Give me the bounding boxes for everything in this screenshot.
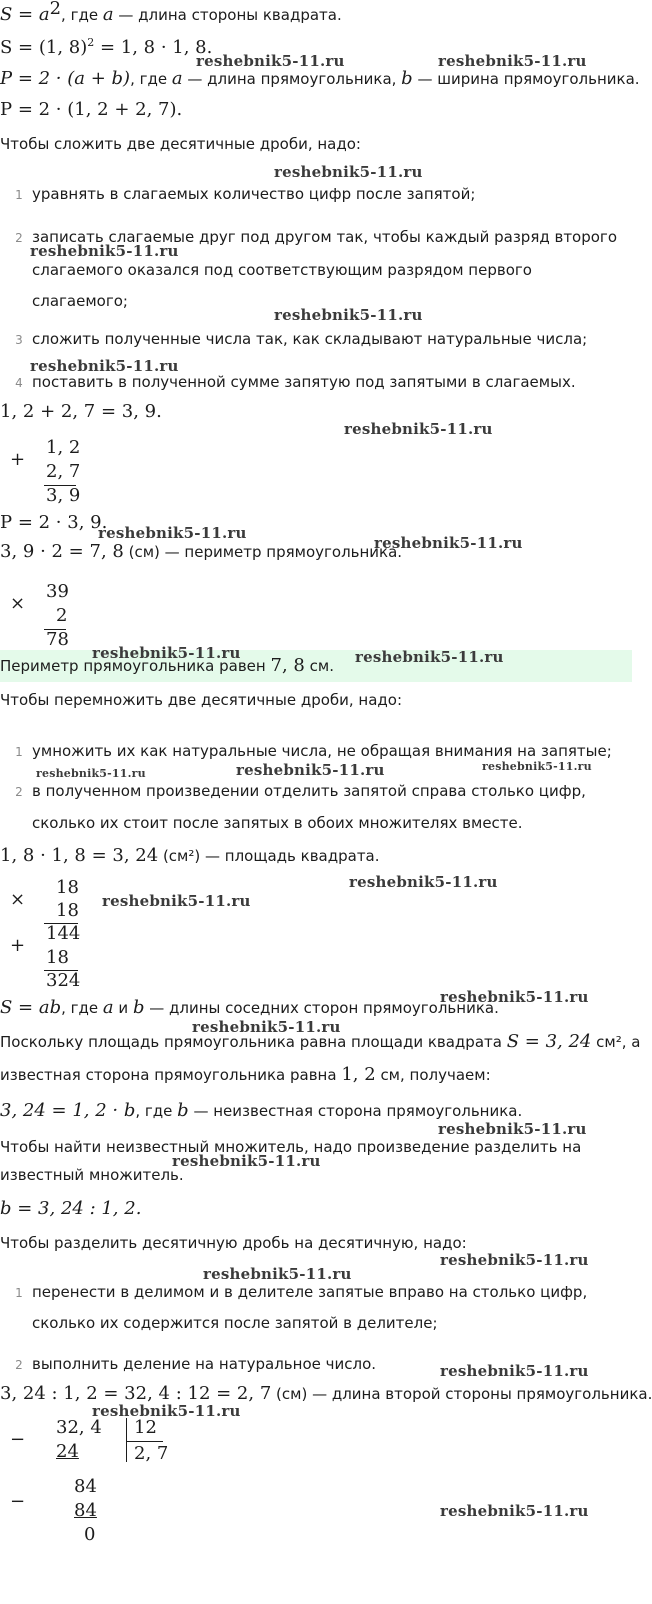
remainder: 84 — [74, 1476, 97, 1497]
math-expr: 1, 2 + 2, 7 = 3, 9. — [0, 401, 162, 422]
math-expr: 1, 2 — [341, 1064, 376, 1085]
text: известная сторона прямоугольника равна — [0, 1066, 342, 1084]
watermark: reshebnik5-11.ru — [440, 1362, 589, 1380]
watermark: reshebnik5-11.ru — [274, 306, 423, 324]
mul-rule-title: Чтобы перемножить две десятичные дроби, надо: — [0, 691, 403, 709]
area-formula: S = a — [0, 4, 50, 25]
list-item — [0, 1281, 587, 1304]
column-operand: 18 — [56, 877, 79, 898]
perimeter-substitution — [0, 98, 182, 122]
text: — ширина прямоугольника. — [412, 70, 640, 88]
list-item — [0, 183, 475, 206]
list-text: перенести в делимом и в делителе запятые вправо на столько цифр, — [32, 1283, 588, 1301]
list-text: выполнить деление на натуральное число. — [32, 1355, 377, 1373]
column-result: 324 — [46, 970, 81, 991]
column-operand: 2, 7 — [46, 461, 81, 482]
area-formula-line — [0, 0, 342, 26]
partial-product: 18 — [46, 947, 69, 968]
text: , где — [61, 999, 103, 1017]
variable: a — [171, 68, 183, 89]
perimeter-formula-line — [0, 68, 640, 90]
list-number: 3 — [15, 333, 23, 347]
variable: b — [132, 997, 145, 1018]
math-expr: 3, 24 : 1, 2 = 32, 4 : 12 = 2, 7 — [0, 1383, 272, 1404]
plus-sign: + — [10, 935, 26, 956]
variable: b — [177, 1100, 189, 1121]
area-result-line — [0, 845, 380, 867]
known-side-line — [0, 1064, 491, 1086]
division-equation — [0, 1197, 141, 1221]
text: (см) — длина второй стороны прямоугольника. — [271, 1385, 652, 1403]
watermark: reshebnik5-11.ru — [30, 357, 179, 375]
list-text: сколько их содержится после запятой в делителе; — [32, 1314, 438, 1332]
list-item — [0, 1353, 376, 1376]
list-text: поставить в полученной сумме запятую под запятыми в слагаемых. — [32, 373, 576, 391]
list-number: 2 — [15, 1358, 23, 1372]
text: Поскольку площадь прямоугольника равна площади квадрата — [0, 1033, 507, 1051]
remainder: 0 — [84, 1524, 96, 1545]
watermark: reshebnik5-11.ru — [440, 1251, 589, 1269]
math-expr: P = 2 · (1, 2 + 2, 7). — [0, 99, 183, 120]
list-text: в полученном произведении отделить запятой справа столько цифр, — [32, 782, 586, 800]
equation-line — [0, 1100, 522, 1122]
math-expr: = 1, 8 · 1, 8. — [94, 37, 213, 58]
watermark: reshebnik5-11.ru — [192, 1018, 341, 1036]
perimeter-formula: P = 2 · (a + b) — [0, 68, 131, 89]
watermark: reshebnik5-11.ru — [203, 1265, 352, 1283]
column-operand: 1, 2 — [46, 437, 81, 458]
watermark: reshebnik5-11.ru — [92, 644, 241, 662]
watermark: reshebnik5-11.ru — [172, 1152, 321, 1170]
dividend: 32, 4 — [56, 1417, 102, 1438]
list-text: слагаемого; — [32, 292, 128, 310]
list-item-continuation — [0, 259, 532, 281]
watermark: reshebnik5-11.ru — [92, 1402, 241, 1420]
times-sign: × — [10, 889, 26, 910]
list-number: 1 — [15, 745, 23, 759]
watermark: reshebnik5-11.ru — [440, 1502, 589, 1520]
perimeter-calc — [0, 511, 107, 535]
list-text: слагаемого оказался под соответствующим разрядом первого — [32, 261, 532, 279]
variable: a — [102, 997, 114, 1018]
text: , где — [135, 1102, 178, 1120]
watermark: reshebnik5-11.ru — [236, 761, 385, 779]
unknown-factor-rule-cont: известный множитель. — [0, 1166, 184, 1184]
list-item-continuation — [0, 290, 128, 312]
add-rule-title: Чтобы сложить две десятичные дроби, надо: — [0, 135, 361, 153]
watermark: reshebnik5-11.ru — [36, 767, 146, 780]
variable: a — [102, 4, 114, 25]
unknown-factor-rule: Чтобы найти неизвестный множитель, надо произведение разделить на — [0, 1138, 582, 1156]
list-number: 2 — [15, 231, 23, 245]
math-expr: P = 2 · 3, 9. — [0, 512, 108, 533]
math-expr: S = ab — [0, 997, 62, 1018]
text: — длина стороны квадрата. — [113, 6, 342, 24]
math-expr: 3, 24 = 1, 2 · b — [0, 1100, 136, 1121]
column-result: 78 — [46, 629, 69, 650]
text: , где — [130, 70, 172, 88]
subtrahend: 24 — [56, 1441, 79, 1462]
text: (см) — периметр прямоугольника. — [123, 543, 403, 561]
list-text: сложить полученные числа так, как складывают натуральные числа; — [32, 330, 588, 348]
text: — длины соседних сторон прямоугольника. — [144, 999, 499, 1017]
watermark: reshebnik5-11.ru — [98, 524, 247, 542]
math-expr: 7, 8 — [270, 655, 305, 676]
list-number: 2 — [15, 785, 23, 799]
text: (см²) — площадь квадрата. — [158, 847, 380, 865]
area-substitution — [0, 36, 212, 60]
division-bar — [126, 1418, 127, 1462]
variable: b — [401, 68, 413, 89]
watermark: reshebnik5-11.ru — [274, 163, 423, 181]
watermark: reshebnik5-11.ru — [440, 988, 589, 1006]
div-rule-title: Чтобы разделить десятичную дробь на десятичную, надо: — [0, 1234, 467, 1252]
math-expr: 3, 9 · 2 = 7, 8 — [0, 541, 124, 562]
text: см. — [304, 657, 334, 675]
list-text: умножить их как натуральные числа, не обращая внимания на запятые; — [32, 742, 612, 760]
partial-product: 144 — [46, 923, 81, 944]
list-text: уравнять в слагаемых количество цифр после запятой; — [32, 185, 476, 203]
text: см², а — [591, 1033, 641, 1051]
watermark: reshebnik5-11.ru — [102, 892, 251, 910]
math-expr: 1, 8 · 1, 8 = 3, 24 — [0, 845, 159, 866]
text: — неизвестная сторона прямоугольника. — [188, 1102, 523, 1120]
math-expr: S = 3, 24 — [506, 1031, 592, 1052]
watermark: reshebnik5-11.ru — [30, 242, 179, 260]
column-result: 3, 9 — [46, 485, 81, 506]
exponent: 2 — [49, 0, 62, 19]
exponent: 2 — [87, 36, 95, 49]
watermark: reshebnik5-11.ru — [349, 873, 498, 891]
watermark: reshebnik5-11.ru — [482, 760, 592, 773]
text: , где — [61, 6, 103, 24]
watermark: reshebnik5-11.ru — [355, 648, 504, 666]
quotient: 2, 7 — [134, 1443, 169, 1464]
column-operand: 18 — [56, 900, 79, 921]
minus-sign: − — [10, 1491, 26, 1512]
divisor: 12 — [134, 1417, 157, 1438]
text: — длина прямоугольника, — [182, 70, 402, 88]
column-operand: 2 — [56, 605, 68, 626]
watermark: reshebnik5-11.ru — [438, 1120, 587, 1138]
list-text: сколько их стоит после запятых в обоих множителях вместе. — [32, 814, 523, 832]
text: и — [113, 999, 133, 1017]
sum-equation — [0, 400, 162, 424]
subtrahend: 84 — [74, 1500, 97, 1521]
watermark: reshebnik5-11.ru — [438, 52, 587, 70]
watermark: reshebnik5-11.ru — [196, 52, 345, 70]
math-expr: S = (1, 8) — [0, 37, 88, 58]
minus-sign: − — [10, 1429, 26, 1450]
column-operand: 39 — [46, 581, 69, 602]
plus-sign: + — [10, 449, 26, 470]
list-number: 1 — [15, 1286, 23, 1300]
math-expr: b = 3, 24 : 1, 2. — [0, 1198, 142, 1219]
list-number: 1 — [15, 188, 23, 202]
list-item — [0, 328, 587, 351]
list-text: записать слагаемые друг под другом так, чтобы каждый разряд второго — [32, 228, 617, 246]
list-item — [0, 780, 586, 803]
text: Периметр прямоугольника равен — [0, 657, 271, 675]
list-item-continuation — [0, 812, 523, 834]
times-sign: × — [10, 593, 26, 614]
rect-area-formula-line — [0, 997, 499, 1019]
perimeter-result-line — [0, 541, 402, 563]
list-number: 4 — [15, 376, 23, 390]
watermark: reshebnik5-11.ru — [344, 420, 493, 438]
watermark: reshebnik5-11.ru — [374, 534, 523, 552]
text: см, получаем: — [375, 1066, 491, 1084]
list-item-continuation — [0, 1312, 438, 1334]
